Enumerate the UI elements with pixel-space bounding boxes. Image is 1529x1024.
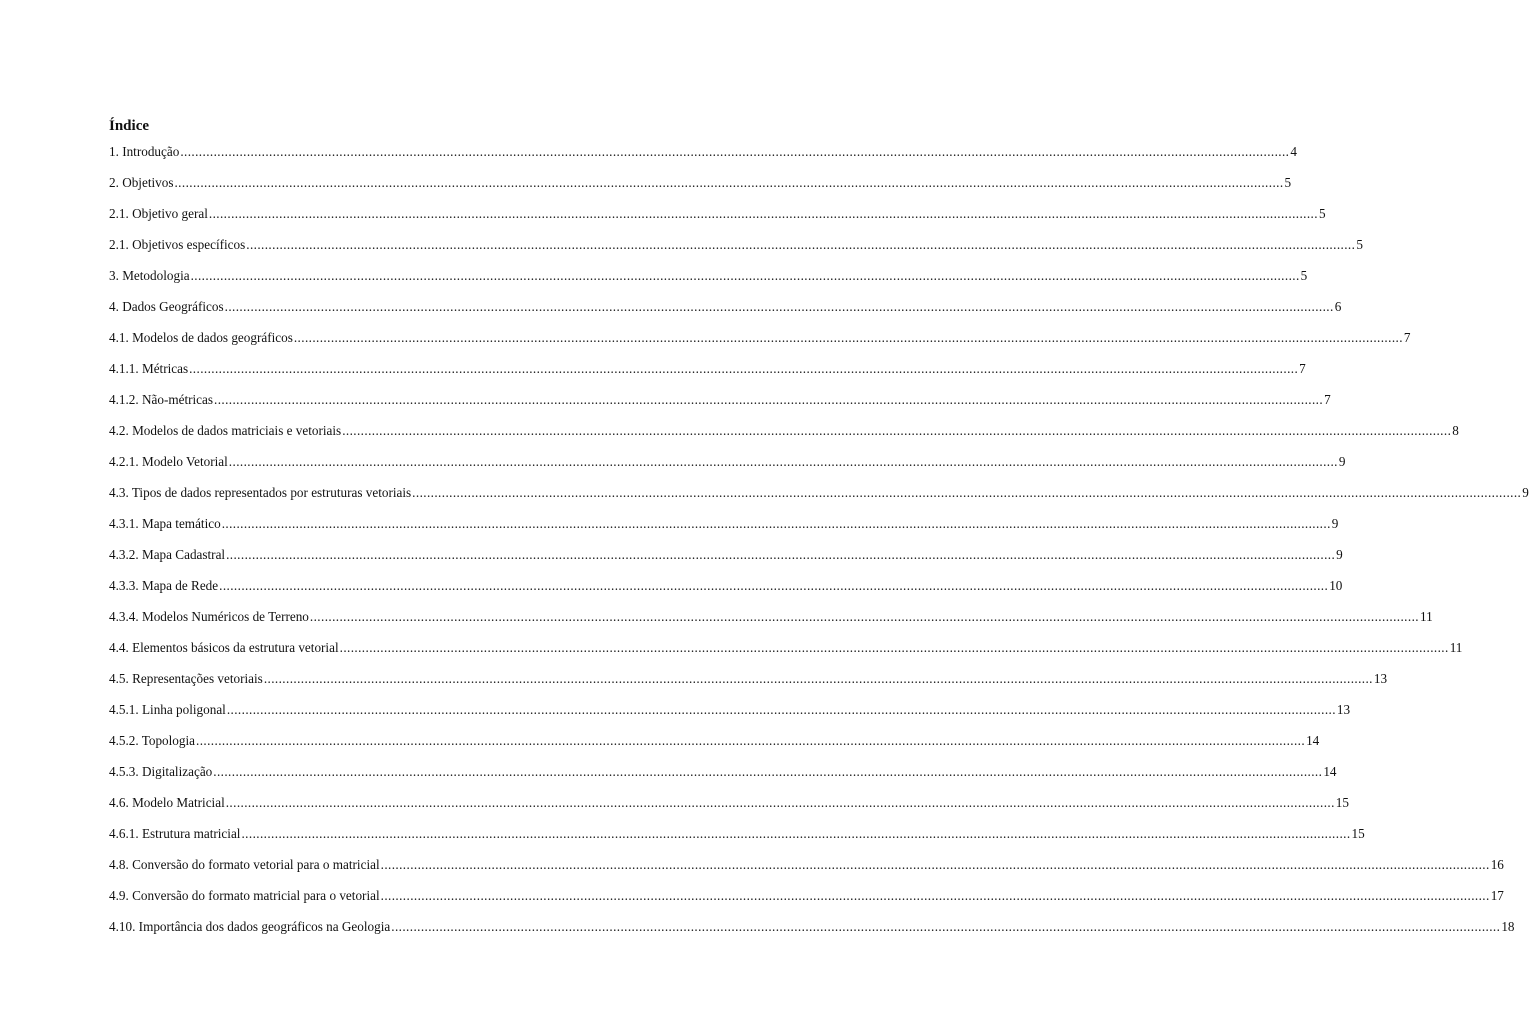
toc-entry-page: 16 <box>1490 857 1504 872</box>
dot-leader: ............................................................................................................................................................................................................................................................................................................ <box>224 299 1334 314</box>
toc-entry-page: 8 <box>1452 423 1459 438</box>
table-of-contents <box>109 142 1529 948</box>
toc-entry-page: 9 <box>1338 454 1346 469</box>
dot-leader: ............................................................................................................................................................................................................................................................................................................ <box>189 361 1299 376</box>
toc-entry-title: 4.3.1. Mapa temático <box>109 516 221 531</box>
toc-entry-page: 9 <box>1522 485 1529 500</box>
dot-leader: ............................................................................................................................................................................................................................................................................................................ <box>293 330 1403 345</box>
toc-entry[interactable] <box>109 390 1331 421</box>
toc-entry-title: 4.1. Modelos de dados geográficos <box>109 330 293 345</box>
toc-entry-title: 2. Objetivos <box>109 175 174 190</box>
toc-entry[interactable] <box>109 173 1292 204</box>
toc-entry-title: 2.1. Objetivo geral <box>109 206 208 221</box>
toc-entry[interactable] <box>109 638 1463 669</box>
toc-entry-title: 4.5.1. Linha poligonal <box>109 702 226 717</box>
toc-entry[interactable] <box>109 452 1346 483</box>
dot-leader: ............................................................................................................................................................................................................................................................................................................ <box>391 919 1501 934</box>
dot-leader: ............................................................................................................................................................................................................................................................................................................ <box>228 454 1338 469</box>
dot-leader: ............................................................................................................................................................................................................................................................................................................ <box>174 175 1284 190</box>
dot-leader: ............................................................................................................................................................................................................................................................................................................ <box>380 857 1490 872</box>
dot-leader: ............................................................................................................................................................................................................................................................................................................ <box>208 206 1318 221</box>
toc-entry-title: 4.2.1. Modelo Vetorial <box>109 454 228 469</box>
toc-entry-title: 4.4. Elementos básicos da estrutura vetorial <box>109 640 339 655</box>
toc-entry-title: 4.5. Representações vetoriais <box>109 671 263 686</box>
toc-entry-title: 4.3. Tipos de dados representados por estruturas vetoriais <box>109 485 412 500</box>
toc-entry-page: 14 <box>1306 733 1320 748</box>
toc-entry-page: 11 <box>1449 640 1463 655</box>
toc-entry-page: 15 <box>1335 795 1349 810</box>
toc-entry-page: 5 <box>1300 268 1308 283</box>
dot-leader: ............................................................................................................................................................................................................................................................................................................ <box>412 485 1522 500</box>
toc-entry[interactable] <box>109 514 1339 545</box>
dot-leader: ............................................................................................................................................................................................................................................................................................................ <box>380 888 1490 903</box>
toc-entry[interactable] <box>109 824 1365 855</box>
toc-entry-page: 14 <box>1323 764 1337 779</box>
toc-title: Índice <box>109 118 150 134</box>
dot-leader: ............................................................................................................................................................................................................................................................................................................ <box>225 795 1335 810</box>
toc-entry[interactable] <box>109 917 1515 948</box>
toc-entry-page: 7 <box>1403 330 1411 345</box>
dot-leader: ............................................................................................................................................................................................................................................................................................................ <box>190 268 1300 283</box>
toc-entry-title: 4.5.2. Topologia <box>109 733 196 748</box>
toc-entry-title: 4.6. Modelo Matricial <box>109 795 225 810</box>
dot-leader: ............................................................................................................................................................................................................................................................................................................ <box>180 144 1290 159</box>
toc-entry-title: 4. Dados Geográficos <box>109 299 224 314</box>
dot-leader: ............................................................................................................................................................................................................................................................................................................ <box>214 392 1324 407</box>
toc-entry[interactable] <box>109 235 1363 266</box>
toc-entry-title: 4.6.1. Estrutura matricial <box>109 826 241 841</box>
toc-entry-title: 4.8. Conversão do formato vetorial para o matricial <box>109 857 380 872</box>
toc-entry-title: 4.2. Modelos de dados matriciais e vetoriais <box>109 423 342 438</box>
toc-entry-page: 18 <box>1501 919 1515 934</box>
toc-entry-page: 6 <box>1334 299 1342 314</box>
dot-leader: ............................................................................................................................................................................................................................................................................................................ <box>221 516 1331 531</box>
toc-entry-page: 15 <box>1351 826 1365 841</box>
toc-entry-title: 4.1.1. Métricas <box>109 361 189 376</box>
toc-entry-title: 2.1. Objetivos específicos <box>109 237 246 252</box>
toc-entry-title: 4.9. Conversão do formato matricial para o vetorial <box>109 888 380 903</box>
dot-leader: ............................................................................................................................................................................................................................................................................................................ <box>339 640 1449 655</box>
toc-entry-page: 10 <box>1329 578 1343 593</box>
toc-entry-page: 17 <box>1490 888 1504 903</box>
dot-leader: ............................................................................................................................................................................................................................................................................................................ <box>226 547 1336 562</box>
toc-entry-page: 9 <box>1331 516 1339 531</box>
toc-entry[interactable] <box>109 266 1308 297</box>
dot-leader: ............................................................................................................................................................................................................................................................................................................ <box>309 609 1419 624</box>
dot-leader: ............................................................................................................................................................................................................................................................................................................ <box>219 578 1329 593</box>
toc-entry[interactable] <box>109 576 1343 607</box>
toc-entry-page: 13 <box>1373 671 1388 686</box>
toc-entry-title: 1. Introdução <box>109 144 180 159</box>
dot-leader: ............................................................................................................................................................................................................................................................................................................ <box>196 733 1306 748</box>
toc-entry[interactable] <box>109 204 1326 235</box>
toc-entry-title: 4.5.3. Digitalização <box>109 764 213 779</box>
toc-entry-page: 7 <box>1299 361 1306 376</box>
dot-leader: ............................................................................................................................................................................................................................................................................................................ <box>226 702 1336 717</box>
toc-entry-title: 4.10. Importância dos dados geográficos na Geologia <box>109 919 391 934</box>
dot-leader: ............................................................................................................................................................................................................................................................................................................ <box>342 423 1452 438</box>
toc-entry[interactable] <box>109 297 1342 328</box>
toc-entry-title: 4.3.4. Modelos Numéricos de Terreno <box>109 609 309 624</box>
toc-entry[interactable] <box>109 359 1306 390</box>
toc-entry-title: 3. Metodologia <box>109 268 190 283</box>
toc-entry-page: 5 <box>1284 175 1292 190</box>
toc-entry[interactable] <box>109 886 1504 917</box>
toc-entry[interactable] <box>109 793 1349 824</box>
toc-entry[interactable] <box>109 855 1504 886</box>
toc-entry-page: 5 <box>1318 206 1326 221</box>
toc-entry-title: 4.3.2. Mapa Cadastral <box>109 547 226 562</box>
toc-entry[interactable] <box>109 545 1343 576</box>
toc-entry-page: 7 <box>1324 392 1331 407</box>
toc-entry-page: 13 <box>1336 702 1351 717</box>
dot-leader: ............................................................................................................................................................................................................................................................................................................ <box>263 671 1373 686</box>
toc-entry-title: 4.1.2. Não-métricas <box>109 392 213 407</box>
toc-entry[interactable] <box>109 669 1388 700</box>
dot-leader: ............................................................................................................................................................................................................................................................................................................ <box>246 237 1356 252</box>
toc-entry[interactable] <box>109 483 1529 514</box>
toc-entry-page: 5 <box>1356 237 1363 252</box>
toc-entry[interactable] <box>109 421 1459 452</box>
toc-entry-page: 9 <box>1336 547 1343 562</box>
toc-entry[interactable] <box>109 762 1337 793</box>
dot-leader: ............................................................................................................................................................................................................................................................................................................ <box>241 826 1351 841</box>
dot-leader: ............................................................................................................................................................................................................................................................................................................ <box>213 764 1323 779</box>
toc-entry-title: 4.3.3. Mapa de Rede <box>109 578 219 593</box>
toc-entry[interactable] <box>109 142 1297 173</box>
toc-entry-page: 4 <box>1290 144 1297 159</box>
toc-entry[interactable] <box>109 328 1411 359</box>
toc-entry[interactable] <box>109 607 1433 638</box>
toc-entry[interactable] <box>109 731 1320 762</box>
toc-entry-page: 11 <box>1419 609 1433 624</box>
toc-entry[interactable] <box>109 700 1351 731</box>
